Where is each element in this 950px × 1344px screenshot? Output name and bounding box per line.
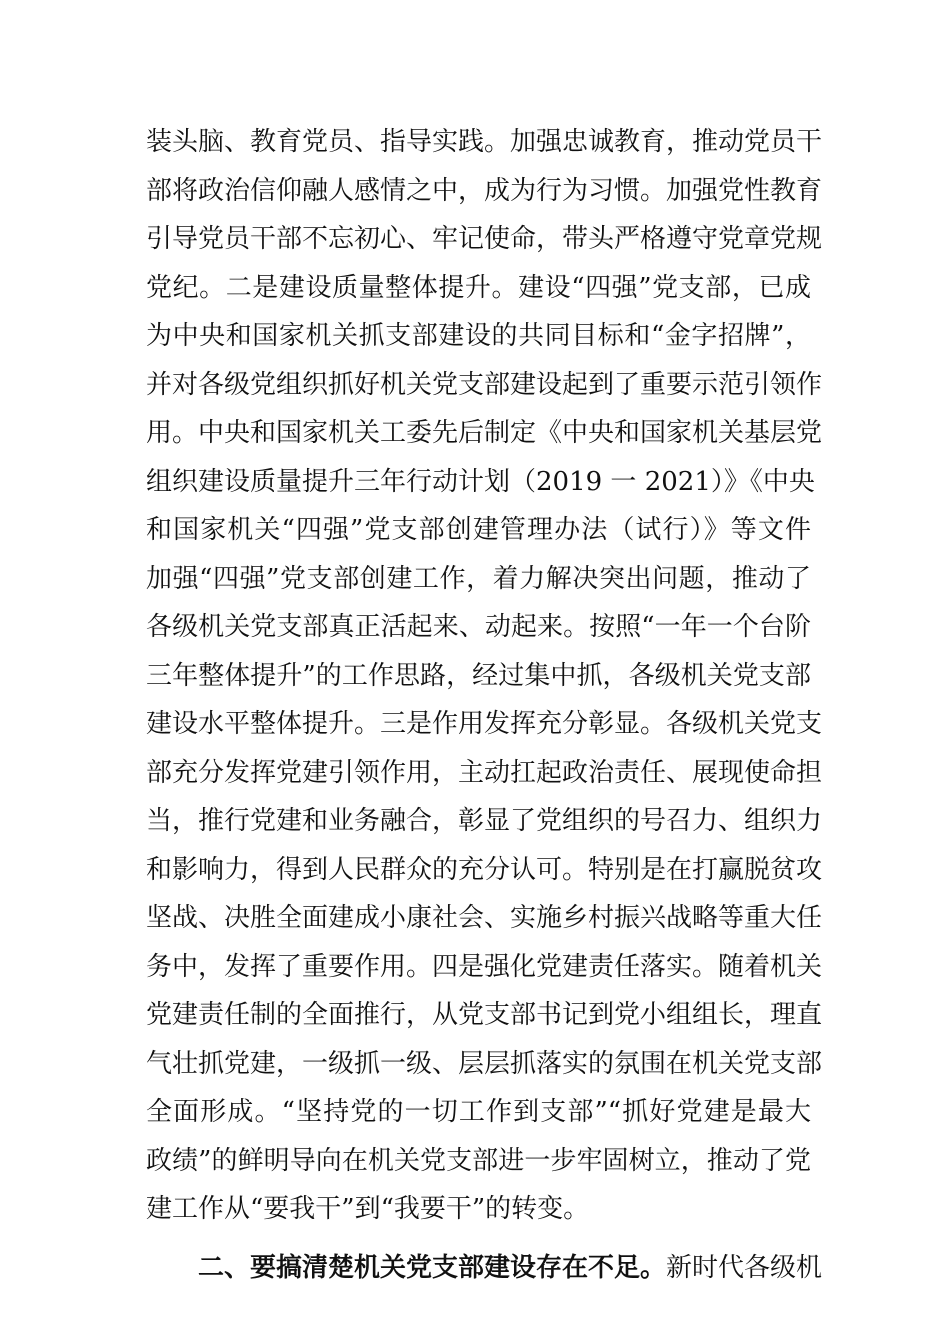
- section-heading-bold: 二、要搞清楚机关党支部建设存在不足。: [198, 1252, 667, 1283]
- text-line: 和国家机关“四强”党支部创建管理办法（试行）》等文件: [146, 515, 811, 545]
- section-heading: [146, 1244, 823, 1293]
- text-line: 用。中央和国家机关工委先后制定《中央和国家机关基层党: [146, 418, 823, 448]
- text-line: 三年整体提升”的工作思路，经过集中抓，各级机关党支部: [146, 660, 811, 691]
- body-text: [146, 118, 823, 1292]
- text-line: 组织建设质量提升三年行动计划（2019 一 2021）》《中央: [146, 466, 815, 497]
- text-line: 引导党员干部不忘初心、牢记使命，带头严格遵守党章党规: [146, 224, 823, 254]
- text-line: 务中，发挥了重要作用。四是强化党建责任落实。随着机关: [146, 951, 823, 982]
- text-line: 部充分发挥党建引领作用，主动扛起政治责任、展现使命担: [146, 757, 823, 788]
- text-line: 坚战、决胜全面建成小康社会、实施乡村振兴战略等重大任: [146, 903, 823, 933]
- text-line: 建设水平整体提升。三是作用发挥充分彰显。各级机关党支: [146, 709, 823, 739]
- text-line: 党建责任制的全面推行，从党支部书记到党小组组长，理直: [146, 1000, 823, 1030]
- text-line-last: 建工作从“要我干”到“我要干”的转变。: [146, 1194, 590, 1224]
- text-line: 气壮抓党建，一级抓一级、层层抓落实的氛围在机关党支部: [146, 1048, 823, 1079]
- text-line: 政绩”的鲜明导向在机关党支部进一步牢固树立，推动了党: [146, 1145, 811, 1176]
- text-line: 全面形成。“坚持党的一切工作到支部”“抓好党建是最大: [146, 1097, 811, 1127]
- text-line: 加强“四强”党支部创建工作，着力解决突出问题，推动了: [146, 563, 811, 594]
- text-line: 和影响力，得到人民群众的充分认可。特别是在打赢脱贫攻: [146, 854, 823, 885]
- text-line: 装头脑、教育党员、指导实践。加强忠诚教育，推动党员干: [146, 127, 823, 157]
- text-line: 并对各级党组织抓好机关党支部建设起到了重要示范引领作: [146, 369, 823, 400]
- section-heading-continuation: 新时代各级机: [666, 1252, 823, 1283]
- text-line: 为中央和国家机关抓支部建设的共同目标和“金字招牌”，: [146, 321, 811, 351]
- text-line: 当，推行党建和业务融合，彰显了党组织的号召力、组织力: [146, 806, 823, 836]
- text-line: 部将政治信仰融人感情之中，成为行为习惯。加强党性教育: [146, 175, 823, 206]
- text-line: 各级机关党支部真正活起来、动起来。按照“一年一个台阶: [146, 612, 811, 642]
- text-line: 党纪。二是建设质量整体提升。建设“四强”党支部，已成: [146, 272, 811, 303]
